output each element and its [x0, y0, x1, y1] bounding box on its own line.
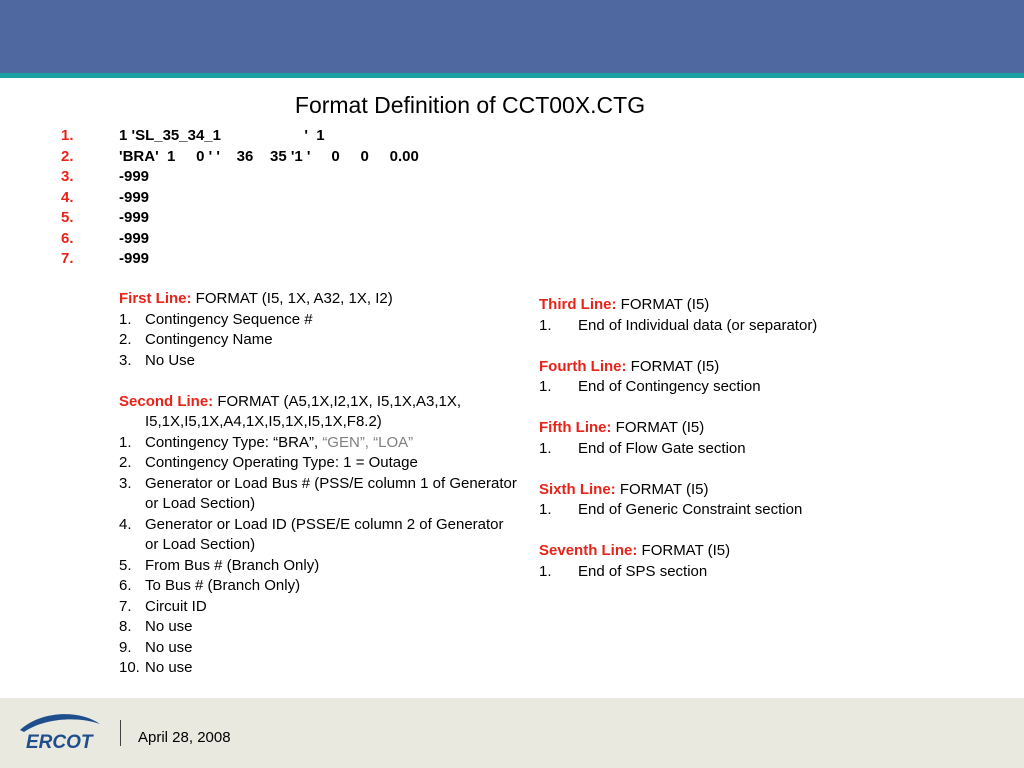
- right-column: [539, 295, 979, 582]
- list-item: 1. Contingency Sequence #: [119, 310, 313, 328]
- third-line-heading: Third Line: FORMAT (I5): [539, 296, 710, 313]
- list-item: 2. Contingency Operating Type: 1 = Outage: [119, 454, 418, 471]
- list-item: 2. Contingency Name: [119, 331, 273, 348]
- footer-divider: [120, 720, 121, 746]
- footer-date: April 28, 2008: [138, 729, 231, 746]
- list-item: 1. End of Flow Gate section: [539, 439, 746, 457]
- code-line: 7. -999: [61, 250, 150, 267]
- fourth-line-heading: Fourth Line: FORMAT (I5): [539, 357, 720, 375]
- seventh-line-heading: Seventh Line: FORMAT (I5): [539, 542, 731, 559]
- fifth-line-heading: Fifth Line: FORMAT (I5): [539, 419, 705, 436]
- second-line-format-cont: I5,1X,I5,1X,A4,1X,I5,1X,I5,1X,F8.2): [145, 413, 382, 430]
- logo-swoosh: [20, 714, 100, 732]
- list-item: 8. No use: [119, 618, 193, 635]
- code-listing: [61, 126, 419, 270]
- code-line: 6. -999: [61, 229, 150, 247]
- ercot-logo: [14, 708, 106, 752]
- list-item: 1. End of Contingency section: [539, 378, 761, 395]
- second-line-heading: Second Line: FORMAT (A5,1X,I2,1X, I5,1X,A3,1X,: [119, 392, 462, 410]
- code-line: 1. 1 'SL_35_34_1 ' 1: [61, 127, 325, 144]
- list-item: 1. End of Generic Constraint section: [539, 501, 803, 518]
- code-line: 4. -999: [61, 188, 150, 206]
- list-item: 6. To Bus # (Branch Only): [119, 577, 301, 594]
- left-column: [119, 289, 519, 679]
- list-item: 7. Circuit ID: [119, 597, 207, 615]
- list-item: 1. End of SPS section: [539, 562, 708, 580]
- list-item: 3. No Use: [119, 351, 196, 369]
- list-item: 9. No use: [119, 638, 193, 656]
- list-item: 4. Generator or Load ID (PSSE/E column 2 of Generator or Load Section): [119, 515, 504, 553]
- list-item: 3. Generator or Load Bus # (PSS/E column 1 of Generator or Load Section): [119, 474, 517, 512]
- sixth-line-heading: Sixth Line: FORMAT (I5): [539, 480, 709, 498]
- header-band: [0, 0, 1024, 73]
- first-line-heading: First Line: FORMAT (I5, 1X, A32, 1X, I2): [119, 290, 393, 307]
- page-title: Format Definition of CCT00X.CTG: [294, 92, 646, 118]
- footer: [0, 698, 1024, 768]
- list-item: 1. End of Individual data (or separator): [539, 316, 818, 334]
- header-rule: [0, 73, 1024, 78]
- code-line: 2. 'BRA' 1 0 ' ' 36 35 '1 ' 0 0 0.00: [61, 147, 419, 165]
- list-item: 5. From Bus # (Branch Only): [119, 556, 320, 574]
- list-item: 10. No use: [119, 659, 193, 676]
- list-item: 1. Contingency Type: “BRA”, “GEN”, “LOA”: [119, 433, 414, 451]
- code-line: 3. -999: [61, 168, 150, 185]
- logo-text: ERCOT: [26, 732, 93, 752]
- code-line: 5. -999: [61, 209, 150, 226]
